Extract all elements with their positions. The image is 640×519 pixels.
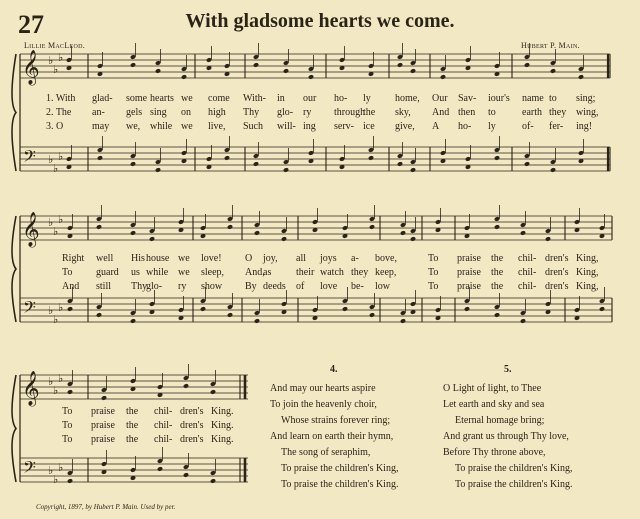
verse-5-line: To praise the children's King. (455, 479, 573, 490)
refrain-lyric-syllable: all (296, 253, 306, 264)
ending-lyric-syllable: chil- (154, 420, 173, 431)
note-head (67, 389, 73, 395)
note-head (67, 306, 73, 312)
verse-lyric-syllable: they (549, 107, 567, 118)
verse-lyric-syllable: glo- (277, 107, 294, 118)
verse-lyric-syllable: the (363, 107, 376, 118)
refrain-lyric-syllable: as (263, 267, 272, 278)
verse-lyric-syllable: high (208, 107, 226, 118)
note-head (130, 161, 136, 167)
copyright-notice: Copyright, 1897, by Hubert P. Main. Used by per. (36, 503, 176, 511)
verse-4-number: 4. (330, 364, 338, 375)
flat-icon: ♭ (48, 153, 54, 166)
verse-5-number: 5. (504, 364, 512, 375)
verse-4-line: And learn on earth their hymn, (270, 431, 394, 442)
refrain-lyric-syllable: His (131, 253, 145, 264)
verse-5-line: Before Thy throne above, (443, 447, 546, 458)
hymn-title: With gladsome hearts we come. (185, 10, 455, 32)
verse-5-line: Eternal homage bring; (455, 415, 545, 426)
treble-clef-icon: 𝄞 (22, 212, 40, 247)
verse-lyric-syllable: ice (363, 121, 375, 132)
verse-4-line: To join the heavenly choir, (270, 399, 377, 410)
ending-lyric-syllable: dren's (180, 406, 204, 417)
ending-lyric-syllable: To (62, 406, 73, 417)
refrain-lyric-syllable: King, (576, 281, 599, 292)
verse-lyric-syllable: some (126, 93, 148, 104)
verse-5-line: O Light of light, to Thee (443, 383, 542, 394)
verse-lyric-syllable: iour's (488, 93, 510, 104)
system-1-brace (12, 54, 16, 171)
note-head (130, 318, 136, 324)
note-head (578, 74, 584, 80)
note-head (400, 318, 406, 324)
refrain-lyric-syllable: show (201, 281, 223, 292)
refrain-lyric-syllable: chil- (518, 267, 537, 278)
refrain-lyric-syllable: dren's (545, 253, 569, 264)
verse-lyric-syllable: hearts (150, 93, 174, 104)
verse-lyric-syllable: Thy (243, 107, 260, 118)
verse-lyric-syllable: sing; (576, 93, 596, 104)
verse-lyric-syllable: ing! (576, 121, 593, 132)
note-head (130, 230, 136, 236)
note-head (281, 236, 287, 242)
system-3-brace (12, 375, 16, 482)
refrain-lyric-syllable: we (178, 267, 190, 278)
flat-icon: ♭ (53, 63, 59, 76)
refrain-lyric-syllable: And, (245, 267, 265, 278)
refrain-lyric-syllable: To (428, 253, 439, 264)
verse-lyric-syllable: Sav- (458, 93, 477, 104)
verse-lyric-syllable: home, (395, 93, 420, 104)
note-head (227, 224, 233, 230)
verse-lyric-syllable: to (549, 93, 557, 104)
verse-lyric-syllable: A (432, 121, 440, 132)
verse-4-line: The song of seraphim, (281, 447, 371, 458)
refrain-lyric-syllable: low (375, 281, 390, 292)
hymn-number: 27 (18, 10, 44, 39)
refrain-lyric-syllable: of (296, 281, 305, 292)
verse-4-line: And may our hearts aspire (270, 383, 376, 394)
verse-lyric-syllable: sing (150, 107, 167, 118)
ending-lyric-syllable: dren's (180, 434, 204, 445)
note-head (520, 318, 526, 324)
verse-lyric-syllable: of- (522, 121, 534, 132)
ending-lyric-syllable: the (126, 420, 139, 431)
ending-lyric-syllable: praise (91, 406, 115, 417)
note-head (155, 167, 161, 173)
refrain-lyric-syllable: deeds (263, 281, 286, 292)
ending-lyric-syllable: the (126, 406, 139, 417)
note-head (308, 74, 314, 80)
flat-icon: ♭ (48, 54, 54, 67)
refrain-lyric-syllable: Thy (131, 281, 148, 292)
verse-lyric-syllable: ho- (458, 121, 472, 132)
verse-lyric-syllable: we, (126, 121, 141, 132)
flat-icon: ♭ (53, 473, 59, 486)
verse-lyric-syllable: 3. O (46, 121, 64, 132)
verse-lyric-syllable: earth (522, 107, 542, 118)
ending-lyric-syllable: King. (211, 434, 234, 445)
refrain-lyric-syllable: dren's (545, 267, 569, 278)
verse-lyric-syllable: on (181, 107, 191, 118)
ending-lyric-syllable: praise (91, 420, 115, 431)
refrain-lyric-syllable: And (62, 281, 80, 292)
refrain-lyric-syllable: King, (576, 253, 599, 264)
system-2-brace (12, 216, 16, 322)
refrain-lyric-syllable: still (96, 281, 112, 292)
ending-lyric-syllable: the (126, 434, 139, 445)
music-credit: Hubert P. Main. (521, 41, 580, 50)
note-head (494, 224, 500, 230)
flat-icon: ♭ (58, 301, 64, 314)
refrain-lyric-syllable: dren's (545, 281, 569, 292)
verse-lyric-syllable: in (277, 93, 285, 104)
ending-lyric-syllable: To (62, 434, 73, 445)
refrain-lyric-syllable: glo- (146, 281, 163, 292)
note-head (227, 312, 233, 318)
bass-clef-icon: 𝄢 (23, 146, 36, 170)
note-head (283, 167, 289, 173)
refrain-lyric-syllable: be- (351, 281, 364, 292)
verse-lyric-syllable: while (150, 121, 173, 132)
note-head (397, 161, 403, 167)
refrain-lyric-syllable: well (96, 253, 114, 264)
words-credit: Lillie MacLeod. (24, 41, 86, 50)
flat-icon: ♭ (48, 464, 54, 477)
refrain-lyric-syllable: joy, (263, 253, 278, 264)
flat-icon: ♭ (48, 375, 54, 388)
note-head (254, 318, 260, 324)
ending-lyric-syllable: chil- (154, 434, 173, 445)
note-head (67, 478, 73, 484)
verse-lyric-syllable: With- (243, 93, 266, 104)
refrain-lyric-syllable: the (491, 281, 504, 292)
refrain-lyric-syllable: To (428, 267, 439, 278)
note-head (130, 62, 136, 68)
note-head (550, 167, 556, 173)
note-head (210, 478, 216, 484)
note-head (524, 62, 530, 68)
note-head (550, 68, 556, 74)
refrain-lyric-syllable: the (491, 253, 504, 264)
refrain-lyric-syllable: the (491, 267, 504, 278)
note-head (97, 155, 103, 161)
note-head (283, 68, 289, 74)
refrain-lyric-syllable: sleep, (201, 267, 225, 278)
verse-5-line: And grant us through Thy love, (443, 431, 569, 442)
verse-lyric-syllable: ly (488, 121, 496, 132)
refrain-lyric-syllable: Right (62, 253, 85, 264)
verse-4-line: Whose strains forever ring; (281, 415, 391, 426)
note-head (440, 74, 446, 80)
refrain-lyric-syllable: chil- (518, 281, 537, 292)
refrain-lyric-syllable: their (296, 267, 315, 278)
refrain-lyric-syllable: praise (457, 281, 481, 292)
verse-lyric-syllable: name (522, 93, 544, 104)
verse-4-line: To praise the children's King. (281, 479, 399, 490)
note-head (464, 306, 470, 312)
refrain-lyric-syllable: they (351, 267, 369, 278)
refrain-lyric-syllable: To (62, 267, 73, 278)
ending-lyric-syllable: To (62, 420, 73, 431)
refrain-lyric-syllable: while (146, 267, 169, 278)
refrain-lyric-syllable: watch (320, 267, 344, 278)
verse-lyric-syllable: an- (92, 107, 105, 118)
verse-lyric-syllable: ing (303, 121, 316, 132)
refrain-lyric-syllable: To (428, 281, 439, 292)
verse-lyric-syllable: live, (208, 121, 226, 132)
refrain-lyric-syllable: praise (457, 253, 481, 264)
flat-icon: ♭ (58, 150, 64, 163)
verse-lyric-syllable: will- (277, 121, 296, 132)
verse-lyric-syllable: ho- (334, 93, 348, 104)
note-head (183, 472, 189, 478)
verse-5-line: To praise the children's King, (455, 463, 573, 474)
refrain-lyric-syllable: By (245, 281, 257, 292)
verse-lyric-syllable: may (92, 121, 110, 132)
refrain-lyric-syllable: bove, (375, 253, 397, 264)
verse-lyric-syllable: 1. With (46, 93, 76, 104)
refrain-lyric-syllable: a- (351, 253, 359, 264)
treble-clef-icon: 𝄞 (22, 50, 40, 85)
verse-lyric-syllable: ry (303, 107, 312, 118)
note-head (157, 466, 163, 472)
bass-clef-icon: 𝄢 (23, 457, 36, 481)
note-head (253, 161, 259, 167)
flat-icon: ♭ (53, 162, 59, 175)
flat-icon: ♭ (58, 372, 64, 385)
refrain-lyric-syllable: joys (320, 253, 337, 264)
verse-lyric-syllable: through (334, 107, 366, 118)
verse-lyric-syllable: then (458, 107, 476, 118)
refrain-lyric-syllable: house (146, 253, 170, 264)
note-head (494, 155, 500, 161)
note-head (400, 230, 406, 236)
note-head (410, 68, 416, 74)
note-head (410, 167, 416, 173)
note-head (224, 155, 230, 161)
note-head (494, 312, 500, 318)
ending-lyric-syllable: King. (211, 420, 234, 431)
verse-lyric-syllable: we (181, 121, 193, 132)
ending-lyric-syllable: chil- (154, 406, 173, 417)
verse-lyric-syllable: glad- (92, 93, 113, 104)
verse-lyric-syllable: wing, (576, 107, 599, 118)
verse-lyric-syllable: to (488, 107, 496, 118)
note-head (101, 395, 107, 401)
verse-lyric-syllable: come (208, 93, 230, 104)
note-head (397, 62, 403, 68)
flat-icon: ♭ (53, 225, 59, 238)
flat-icon: ♭ (53, 313, 59, 326)
flat-icon: ♭ (58, 51, 64, 64)
ending-lyric-syllable: dren's (180, 420, 204, 431)
refrain-lyric-syllable: ry (178, 281, 187, 292)
note-head (200, 306, 206, 312)
refrain-lyric-syllable: chil- (518, 253, 537, 264)
refrain-lyric-syllable: keep, (375, 267, 397, 278)
flat-icon: ♭ (58, 213, 64, 226)
note-head (545, 236, 551, 242)
note-head (96, 312, 102, 318)
note-head (410, 236, 416, 242)
refrain-lyric-syllable: King, (576, 267, 599, 278)
refrain-lyric-syllable: us (131, 267, 140, 278)
treble-clef-icon: 𝄞 (22, 371, 40, 406)
note-head (254, 230, 260, 236)
verse-lyric-syllable: Our (432, 93, 448, 104)
flat-icon: ♭ (48, 216, 54, 229)
verse-lyric-syllable: serv- (334, 121, 354, 132)
verse-lyric-syllable: 2. The (46, 107, 72, 118)
verse-lyric-syllable: And (432, 107, 450, 118)
verse-lyric-syllable: our (303, 93, 317, 104)
flat-icon: ♭ (48, 304, 54, 317)
refrain-lyric-syllable: guard (96, 267, 119, 278)
verse-lyric-syllable: ly (363, 93, 371, 104)
refrain-lyric-syllable: O (245, 253, 253, 264)
verse-lyric-syllable: we (181, 93, 193, 104)
verse-4-line: To praise the children's King, (281, 463, 399, 474)
flat-icon: ♭ (58, 461, 64, 474)
verse-lyric-syllable: fer- (549, 121, 564, 132)
refrain-lyric-syllable: love! (201, 253, 222, 264)
refrain-lyric-syllable: love (320, 281, 338, 292)
refrain-lyric-syllable: praise (457, 267, 481, 278)
ending-lyric-syllable: King. (211, 406, 234, 417)
note-head (369, 224, 375, 230)
bass-clef-icon: 𝄢 (23, 297, 36, 321)
note-head (369, 312, 375, 318)
verse-5-line: Let earth and sky and sea (443, 399, 545, 410)
verse-lyric-syllable: Such (243, 121, 263, 132)
verse-lyric-syllable: give, (395, 121, 415, 132)
note-head (599, 306, 605, 312)
note-head (520, 230, 526, 236)
note-head (210, 389, 216, 395)
refrain-lyric-syllable: we (178, 253, 190, 264)
verse-lyric-syllable: sky, (395, 107, 411, 118)
verse-lyric-syllable: gels (126, 107, 143, 118)
note-head (253, 62, 259, 68)
note-head (155, 68, 161, 74)
note-head (342, 306, 348, 312)
flat-icon: ♭ (53, 384, 59, 397)
note-head (524, 161, 530, 167)
note-head (96, 224, 102, 230)
note-head (149, 236, 155, 242)
note-head (368, 155, 374, 161)
ending-lyric-syllable: praise (91, 434, 115, 445)
note-head (181, 74, 187, 80)
note-head (183, 383, 189, 389)
